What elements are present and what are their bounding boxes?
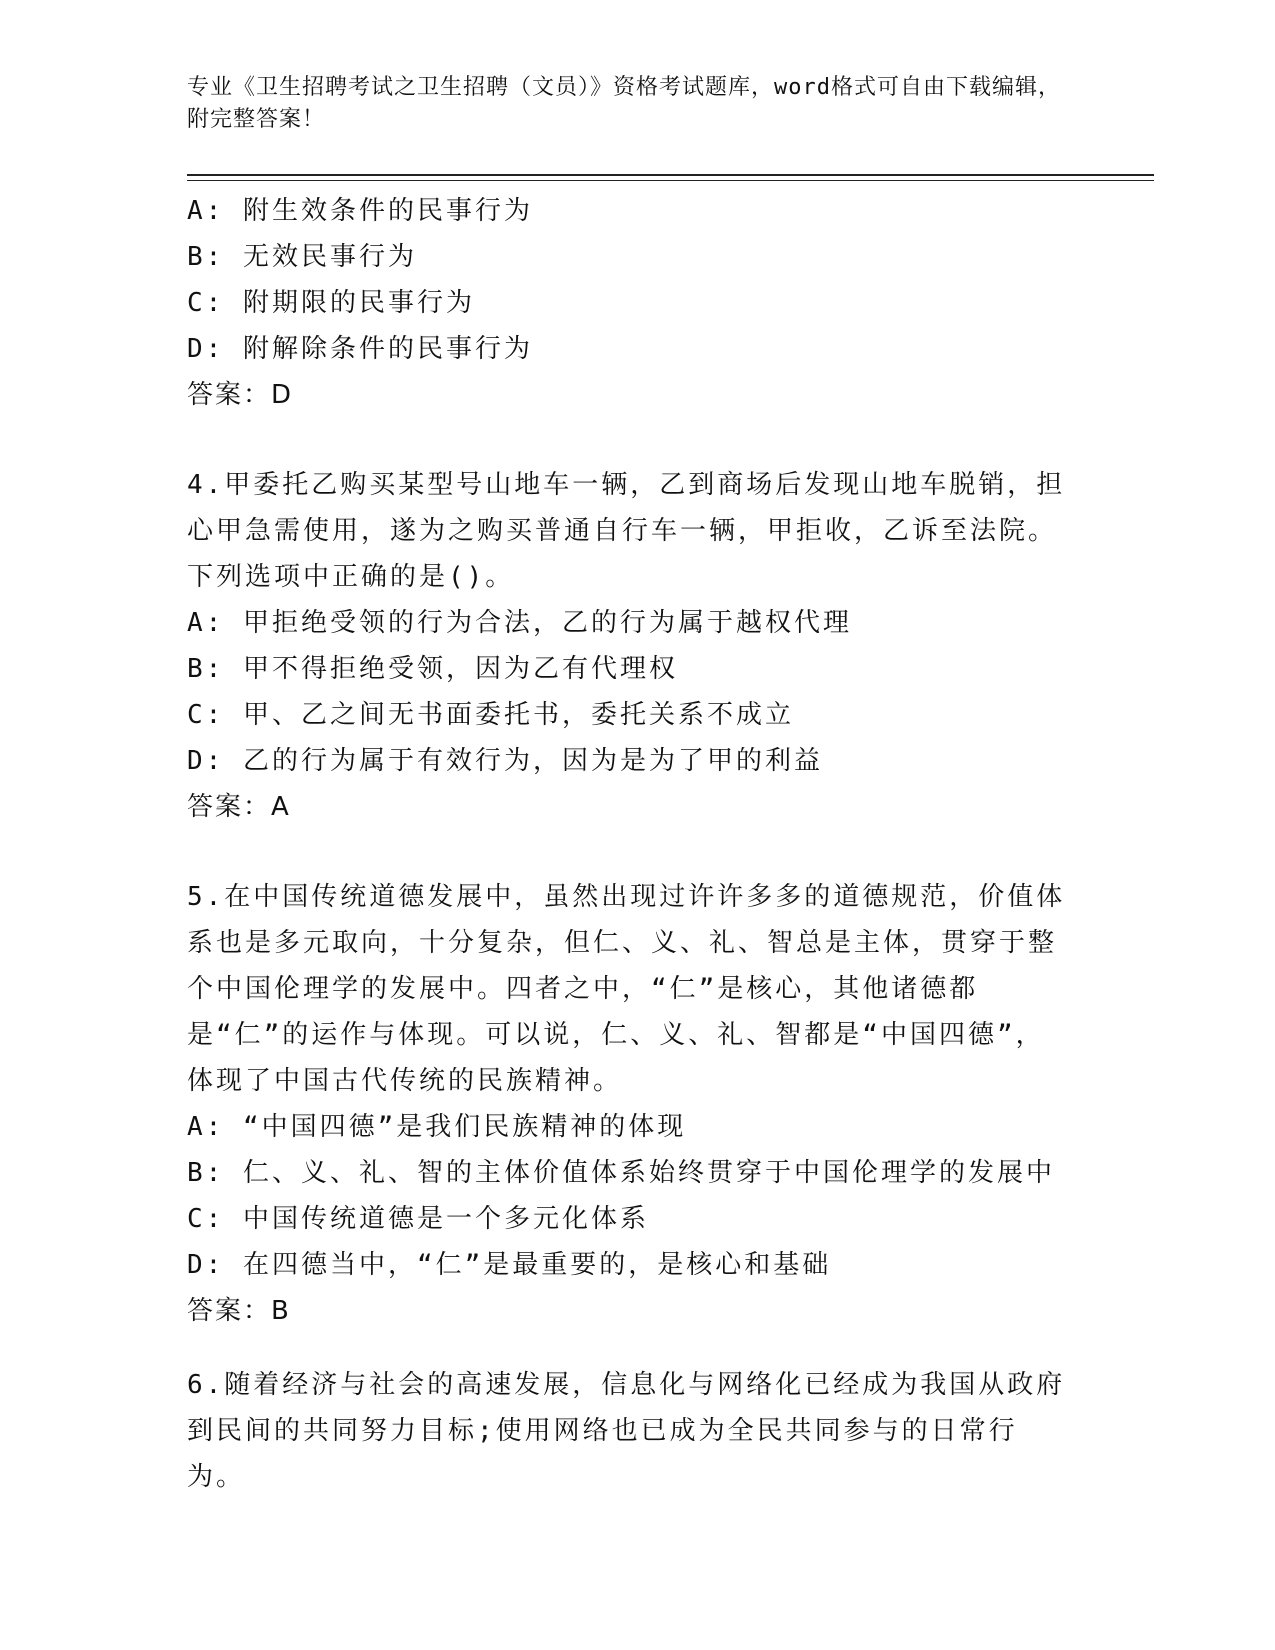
spacer	[187, 830, 1067, 874]
q5-option-d: D: 在四德当中，“仁”是最重要的，是核心和基础	[187, 1250, 832, 1280]
header-rule-thick	[187, 174, 1154, 176]
question-4	[187, 462, 1067, 830]
q4-option-d: D: 乙的行为属于有效行为，因为是为了甲的利益	[187, 746, 823, 776]
q5-answer: 答案：B	[187, 1296, 291, 1326]
q5-text: 5.在中国传统道德发展中，虽然出现过许许多多的道德规范，价值体系也是多元取向，十分复杂，但仁、义、礼、智总是主体，贯穿于整个中国伦理学的发展中。四者之中，“仁”是核心，其他诸德都是“仁”的运作与体现。可以说，仁、义、礼、智都是“中国四德”，体现了中国古代传统的民族精神。	[187, 882, 1066, 1096]
q4-option-a: A: 甲拒绝受领的行为合法，乙的行为属于越权代理	[187, 608, 852, 638]
question-6	[187, 1362, 1067, 1500]
q3-option-d: D: 附解除条件的民事行为	[187, 334, 533, 364]
spacer	[187, 418, 1067, 462]
document-header: 专业《卫生招聘考试之卫生招聘（文员）》资格考试题库，word格式可自由下载编辑，附完整答案！	[187, 75, 1061, 132]
question-content	[187, 188, 1067, 1334]
q5-option-c: C: 中国传统道德是一个多元化体系	[187, 1204, 649, 1234]
q4-option-c: C: 甲、乙之间无书面委托书，委托关系不成立	[187, 700, 794, 730]
header-rule-thin	[187, 180, 1154, 181]
q3-answer: 答案：D	[187, 380, 294, 410]
q5-option-a: A: “中国四德”是我们民族精神的体现	[187, 1112, 687, 1142]
question-5	[187, 874, 1067, 1334]
q4-option-b: B: 甲不得拒绝受领，因为乙有代理权	[187, 654, 678, 684]
q6-text: 6.随着经济与社会的高速发展，信息化与网络化已经成为我国从政府到民间的共同努力目标;使用网络也已成为全民共同参与的日常行为。	[187, 1370, 1066, 1492]
q3-option-c: C: 附期限的民事行为	[187, 288, 475, 318]
q3-option-a: A: 附生效条件的民事行为	[187, 196, 533, 226]
q5-option-b: B: 仁、义、礼、智的主体价值体系始终贯穿于中国伦理学的发展中	[187, 1158, 1055, 1188]
q4-text: 4.甲委托乙购买某型号山地车一辆，乙到商场后发现山地车脱销，担心甲急需使用，遂为之购买普通自行车一辆，甲拒收，乙诉至法院。下列选项中正确的是()。	[187, 470, 1066, 592]
question-3-options	[187, 188, 1067, 418]
q3-option-b: B: 无效民事行为	[187, 242, 417, 272]
q4-answer: 答案：A	[187, 792, 291, 822]
